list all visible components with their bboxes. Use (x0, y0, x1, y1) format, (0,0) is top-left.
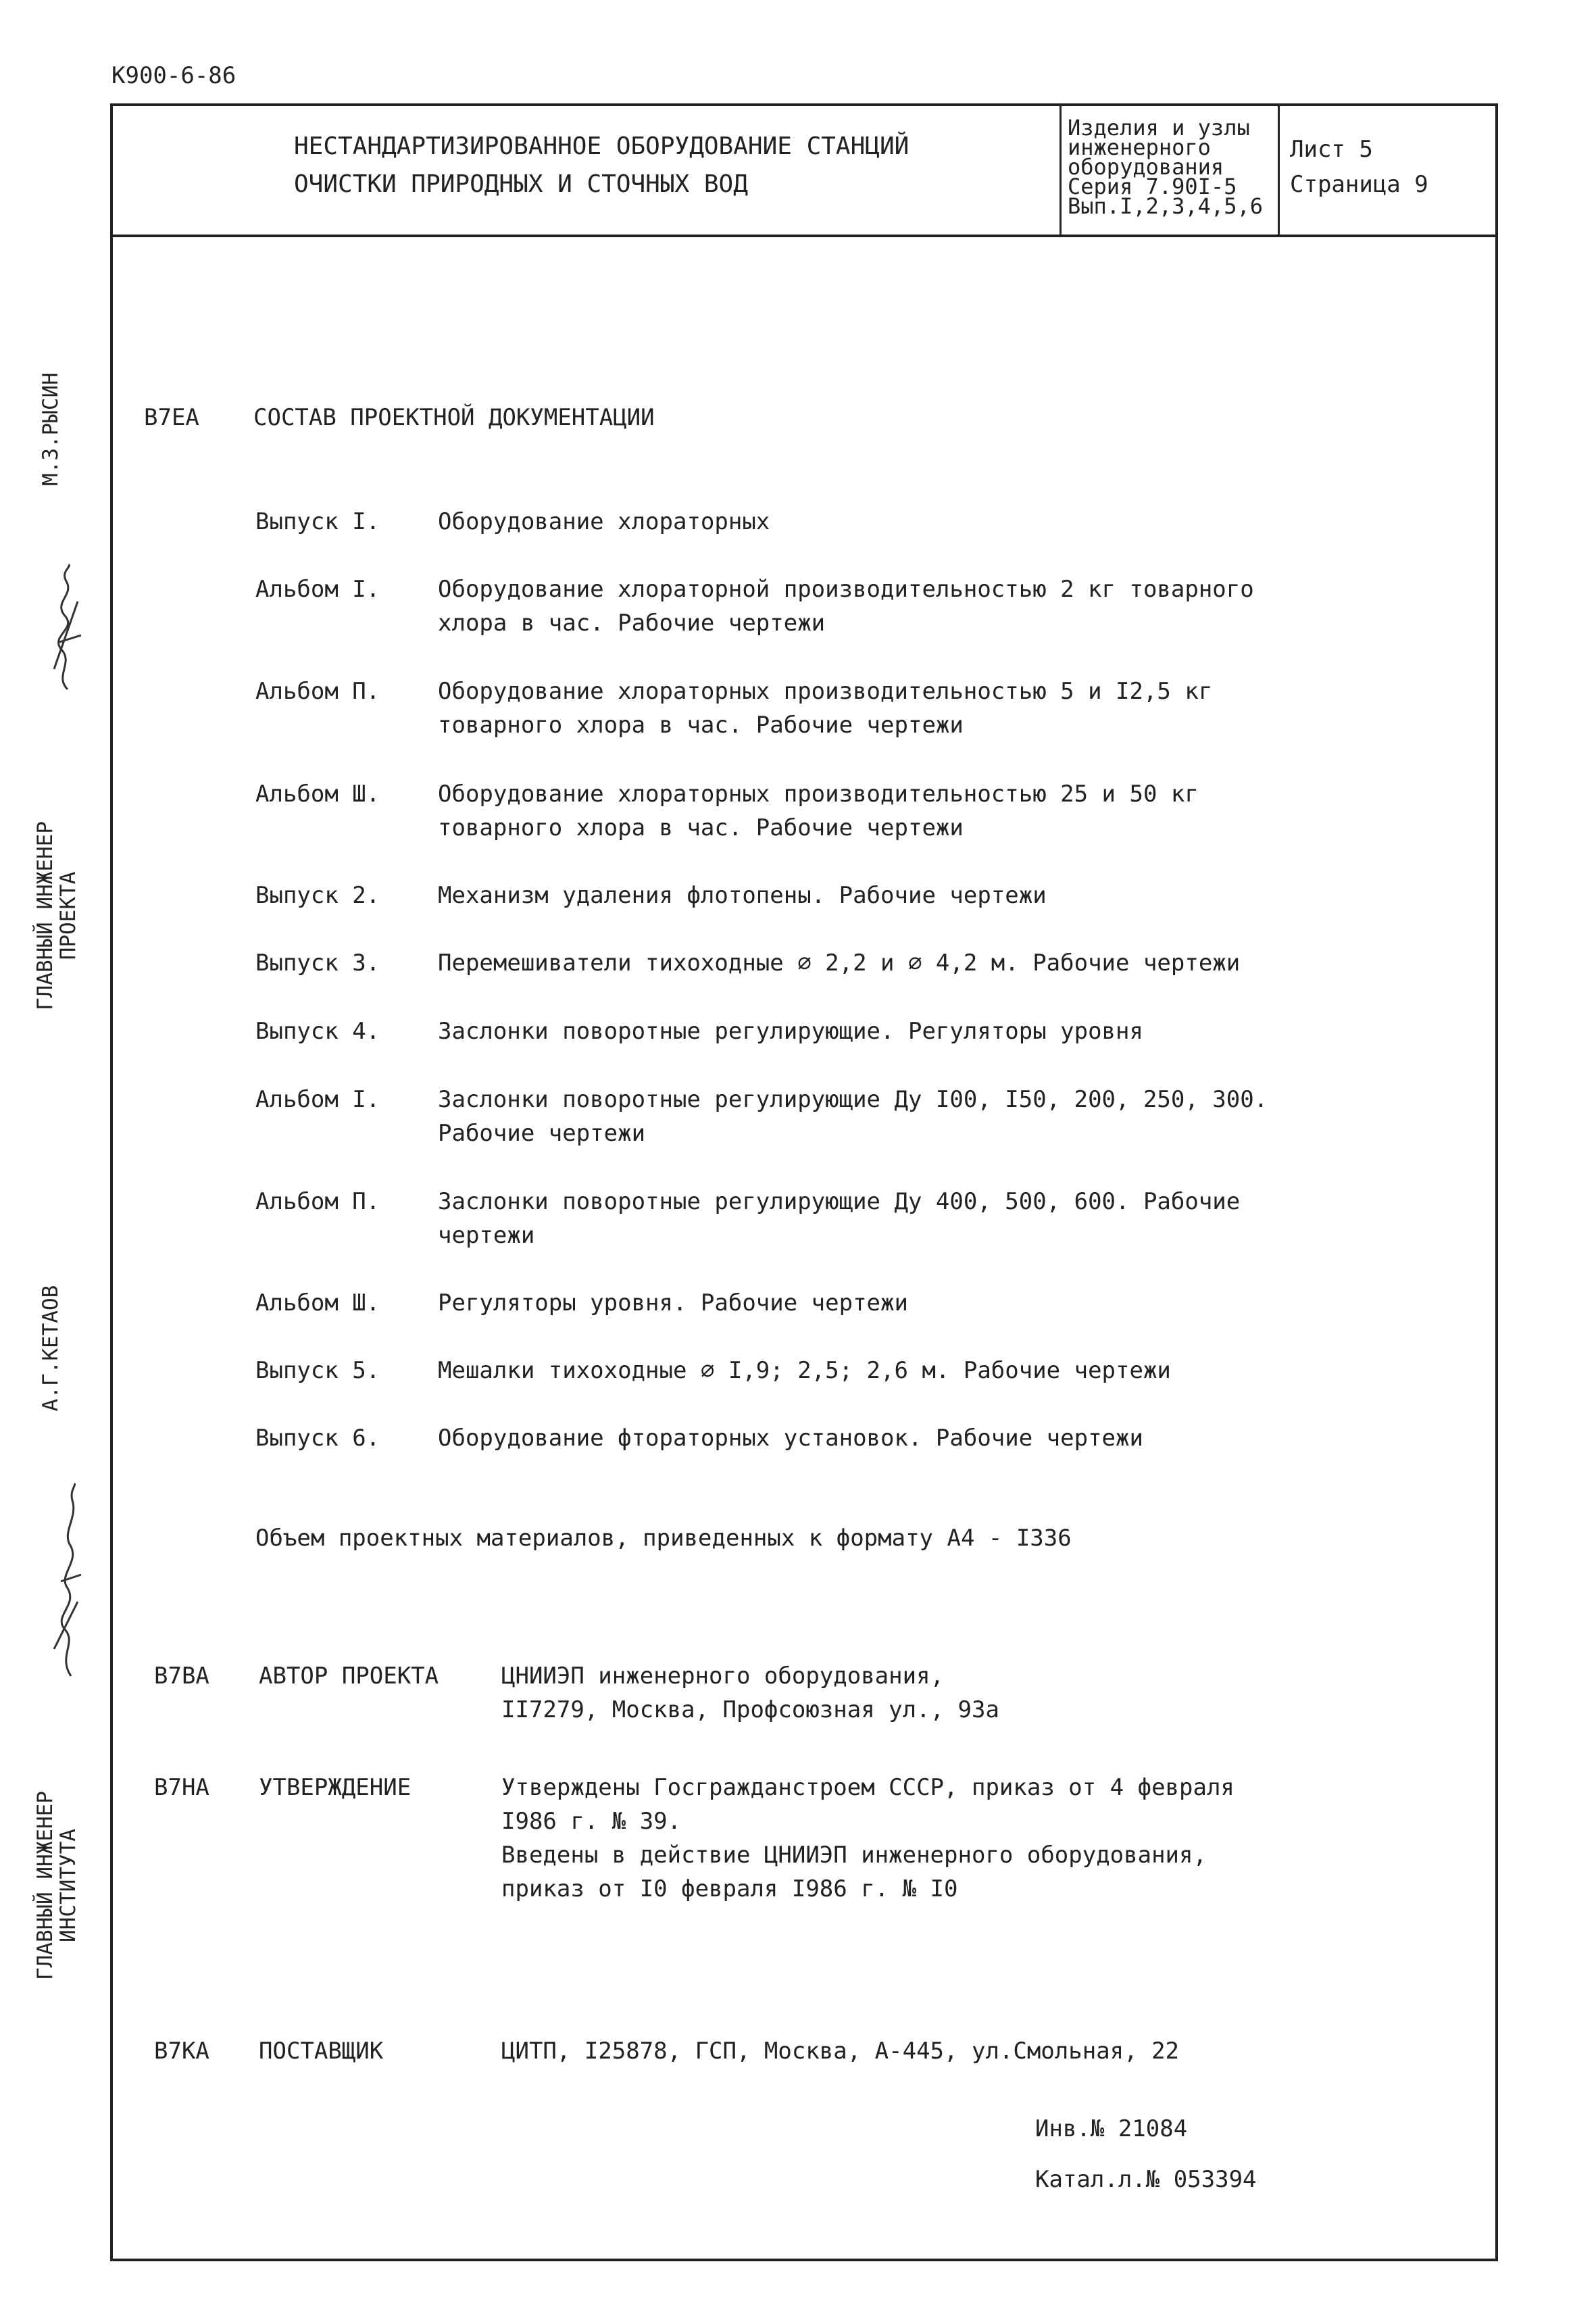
header-divider-vertical-1 (1059, 106, 1062, 235)
item-text: Перемешиватели тихоходные ∅ 2,2 и ∅ 4,2 м. Рабочие чертежи (438, 950, 1241, 977)
series-info-line: Изделия и узлы (1068, 115, 1250, 141)
item-label: Выпуск 3. (255, 950, 380, 977)
signature-1 (41, 561, 88, 696)
approval-line-4: приказ от I0 февраля I986 г. № I0 (501, 1875, 958, 1902)
item-text: Заслонки поворотные регулирующие Ду I00, I50, 200, 250, 300. (438, 1086, 1268, 1113)
header-divider (113, 235, 1495, 237)
series-info (1068, 115, 1263, 219)
item-label: Альбом Ш. (255, 781, 380, 808)
item-label: Альбом I. (255, 576, 380, 603)
item-text: Регуляторы уровня. Рабочие чертежи (438, 1289, 908, 1316)
side-role-1 (34, 804, 80, 1027)
signature-2 (37, 1480, 91, 1683)
item-text: Мешалки тихоходные ∅ I,9; 2,5; 2,6 м. Рабочие чертежи (438, 1357, 1171, 1384)
approval-line-1: Утверждены Госгражданстроем СССР, приказ от 4 февраля (501, 1774, 1235, 1801)
item-label: Выпуск I. (255, 508, 380, 535)
header-divider-vertical-2 (1278, 106, 1280, 235)
item-text: чертежи (438, 1222, 535, 1249)
item-text: Оборудование хлораторных производительностью 25 и 50 кг (438, 781, 1199, 808)
series-info-line: оборудования (1068, 154, 1224, 180)
composition-code: В7ЕА (144, 404, 199, 431)
side-name-1: М.З.РЫСИН (39, 372, 63, 486)
series-info-line: инженерного (1068, 134, 1211, 160)
item-text: Заслонки поворотные регулирующие Ду 400, 500, 600. Рабочие (438, 1188, 1241, 1215)
item-label: Выпуск 6. (255, 1425, 380, 1452)
side-name-2: А.Г.КЕТАОВ (39, 1285, 63, 1412)
side-role-1-line-2: ПРОЕКТА (56, 871, 80, 960)
series-info-line: Вып.I,2,3,4,5,6 (1068, 193, 1263, 219)
item-label: Альбом Ш. (255, 1289, 380, 1316)
composition-title: СОСТАВ ПРОЕКТНОЙ ДОКУМЕНТАЦИИ (253, 404, 655, 431)
series-info-line: Серия 7.90I-5 (1068, 174, 1237, 199)
item-text: хлора в час. Рабочие чертежи (438, 610, 826, 637)
sheet-number: Лист 5 (1290, 136, 1373, 163)
supplier-code: В7КА (154, 2038, 209, 2065)
side-role-2-line-1: ГЛАВНЫЙ ИНЖЕНЕР (33, 1791, 57, 1980)
item-text: товарного хлора в час. Рабочие чертежи (438, 712, 964, 739)
approval-line-2: I986 г. № 39. (501, 1808, 682, 1835)
catalog-number: Катал.л.№ 053394 (1035, 2166, 1257, 2193)
inventory-number: Инв.№ 21084 (1035, 2115, 1188, 2142)
supplier-label: ПОСТАВЩИК (259, 2038, 384, 2065)
author-code: В7ВА (154, 1663, 209, 1690)
supplier-value: ЦИТП, I25878, ГСП, Москва, А-445, ул.Смольная, 22 (501, 2038, 1180, 2065)
author-label: АВТОР ПРОЕКТА (259, 1663, 439, 1690)
item-label: Альбом П. (255, 678, 380, 705)
side-role-1-line-1: ГЛАВНЫЙ ИНЖЕНЕР (33, 821, 57, 1010)
approval-label: УТВЕРЖДЕНИЕ (259, 1774, 412, 1801)
header-title (294, 128, 909, 203)
volume-note: Объем проектных материалов, приведенных к формату А4 - I336 (255, 1525, 1072, 1552)
page-number: Страница 9 (1290, 171, 1428, 198)
side-role-2-line-2: ИНСТИТУТА (56, 1829, 80, 1942)
header-title-line-2: ОЧИСТКИ ПРИРОДНЫХ И СТОЧНЫХ ВОД (294, 170, 748, 198)
item-text: Рабочие чертежи (438, 1120, 646, 1147)
header-title-line-1: НЕСТАНДАРТИЗИРОВАННОЕ ОБОРУДОВАНИЕ СТАНЦИЙ (294, 132, 909, 160)
item-text: Оборудование хлораторных производительностью 5 и I2,5 кг (438, 678, 1213, 705)
author-line-1: ЦНИИЭП инженерного оборудования, (501, 1663, 945, 1690)
item-label: Альбом П. (255, 1188, 380, 1215)
document-code: К900-6-86 (111, 62, 236, 89)
item-label: Альбом I. (255, 1086, 380, 1113)
item-text: Оборудование фтораторных установок. Рабочие чертежи (438, 1425, 1143, 1452)
item-text: Оборудование хлораторной производительностью 2 кг товарного (438, 576, 1254, 603)
side-role-2 (34, 1757, 80, 2014)
approval-line-3: Введены в действие ЦНИИЭП инженерного оборудования, (501, 1842, 1207, 1869)
item-text: Заслонки поворотные регулирующие. Регуляторы уровня (438, 1018, 1143, 1045)
sheet-info (1290, 132, 1428, 202)
author-line-2: II7279, Москва, Профсоюзная ул., 93а (501, 1696, 999, 1723)
item-label: Выпуск 4. (255, 1018, 380, 1045)
item-label: Выпуск 2. (255, 882, 380, 909)
item-text: Механизм удаления флотопены. Рабочие чертежи (438, 882, 1047, 909)
approval-code: В7НА (154, 1774, 209, 1801)
item-label: Выпуск 5. (255, 1357, 380, 1384)
item-text: товарного хлора в час. Рабочие чертежи (438, 814, 964, 841)
item-text: Оборудование хлораторных (438, 508, 770, 535)
